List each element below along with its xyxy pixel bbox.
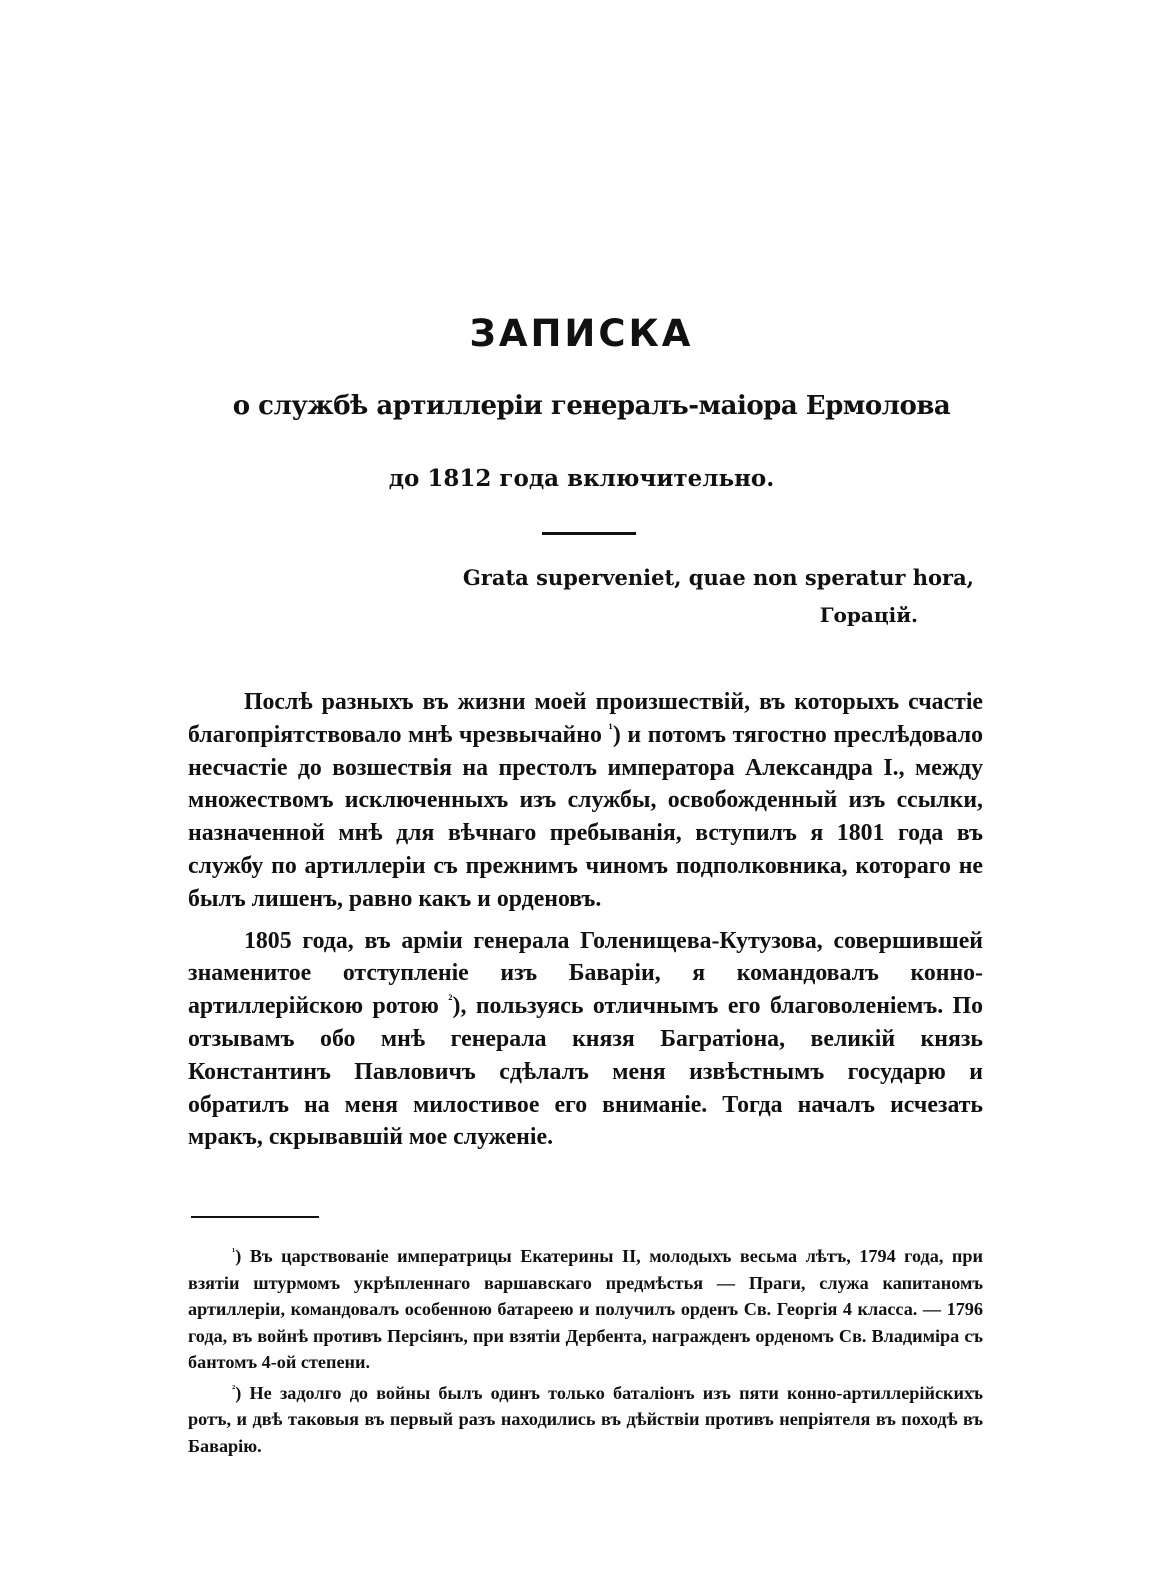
footnote-2-marker: ² <box>232 1382 236 1395</box>
footnote-ref-2: ² <box>448 992 453 1009</box>
footnote-1-marker: ¹ <box>232 1245 236 1258</box>
paragraph-1-end: ) и потомъ тягостно преслѣдовало несчастіе до возшествія на престолъ императора Александра I., между множествомъ исключенныхъ изъ службы, освобожденный изъ ссылки, назначенной мнѣ для вѣчнаго пребыванія, вступилъ я 1801 года въ службу по артиллеріи съ прежнимъ чиномъ подполковника, котораго не былъ лишенъ, равно какъ и орденовъ. <box>188 721 983 912</box>
footnote-1-text: ) Въ царствованіе императрицы Екатерины II, молодыхъ весьма лѣтъ, 1794 года, при взятіи штурмомъ укрѣпленнаго варшавскаго предмѣстья — Праги, служа капитаномъ артиллеріи, командовалъ особенною батареею и получилъ орденъ Св. Георгія 4 класса. — 1796 года, въ войнѣ противъ Персіянъ, при взятіи Дербента, награжденъ орденомъ Св. Владиміра съ бантомъ 4-ой степени. <box>188 1246 983 1372</box>
epigraph-quote: Grata superveniet, quae non speratur hora, <box>462 565 974 590</box>
footnote-2-text: ) Не задолго до войны былъ одинъ только баталіонъ изъ пяти конно-артиллерійскихъ ротъ, и двѣ таковыя въ первый разъ находились въ дѣйствіи противъ непріятеля въ походѣ въ Баварію. <box>188 1382 983 1456</box>
epigraph-author: Горацій. <box>819 603 918 627</box>
paragraph-1-start: Послѣ разныхъ въ жизни моей произшествій, въ которыхъ счастіе благопріятствовало мнѣ чрезвычайно <box>188 689 983 748</box>
footnote-ref-1: ¹ <box>608 720 613 737</box>
paragraph-1 <box>188 686 983 916</box>
title-divider <box>542 532 636 535</box>
paragraph-2-end: ), пользуясь отличнымъ его благоволеніемъ. По отзывамъ обо мнѣ генерала князя Багратіона, великій князь Константинъ Павловичъ сдѣлалъ меня извѣстнымъ государю и обратилъ на меня милостивое его вниманіе. Тогда началъ исчезать мракъ, скрывавшій мое служеніе. <box>188 993 983 1151</box>
page-title: ЗАПИСКА <box>469 312 694 355</box>
footnote-divider <box>191 1216 319 1218</box>
paragraph-2-start: 1805 года, въ арміи генерала Голенищева-Кутузова, совершившей знаменитое отступленіе изъ Баваріи, я командовалъ конно-артиллерійскою ротою <box>188 927 983 1020</box>
paragraph-2 <box>188 925 983 1155</box>
page-subtitle-dates: до 1812 года включительно. <box>388 465 775 492</box>
page-subtitle: о службѣ артиллеріи генералъ-маіора Ермолова <box>232 391 951 421</box>
footnotes <box>188 1243 983 1459</box>
footnote-2 <box>188 1380 983 1460</box>
body-text <box>188 686 983 1154</box>
footnote-1 <box>188 1243 983 1376</box>
